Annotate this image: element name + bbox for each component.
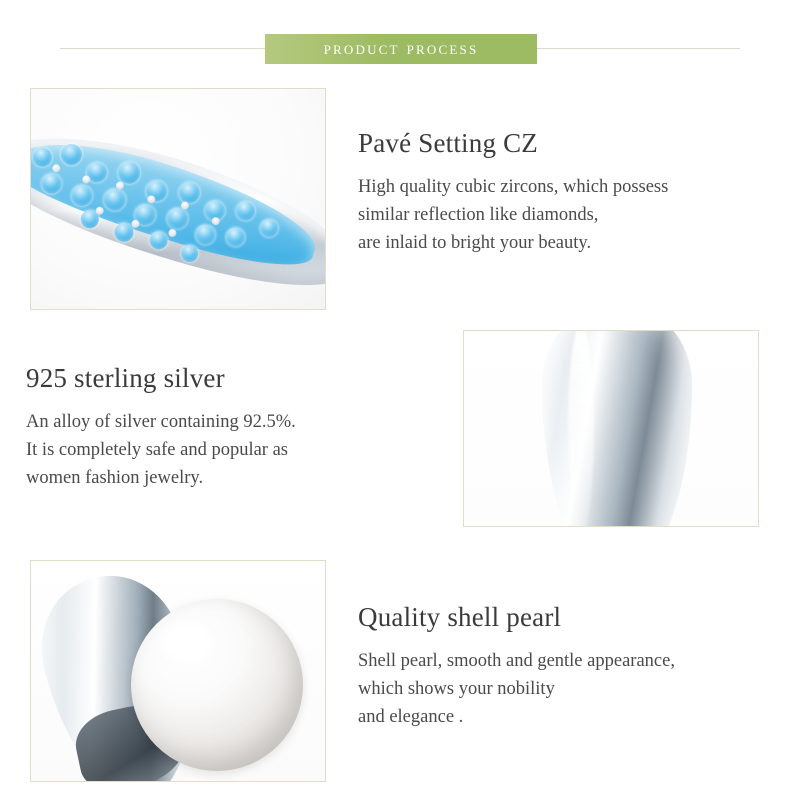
pave-cz-illustration (30, 88, 326, 310)
product-image-shell-pearl (30, 560, 326, 782)
feature-description-line: women fashion jewelry. (26, 468, 204, 488)
feature-description-line: Shell pearl, smooth and gentle appearance, (358, 651, 675, 671)
feature-title: Pavé Setting CZ (358, 128, 538, 158)
feature-description-line: are inlaid to bright your beauty. (358, 233, 592, 253)
feature-block-shell-pearl (358, 602, 778, 731)
feature-title: Quality shell pearl (358, 602, 562, 632)
product-image-pave-cz (30, 88, 326, 310)
page-header (0, 34, 800, 64)
feature-description-line: and elegance . (358, 707, 464, 727)
section-banner (265, 34, 537, 64)
feature-title: 925 sterling silver (26, 363, 225, 393)
feature-description-line: An alloy of silver containing 92.5%. (26, 412, 296, 432)
feature-description-line: similar reflection like diamonds, (358, 205, 599, 225)
feature-description-line: which shows your nobility (358, 679, 555, 699)
feature-block-sterling-silver (26, 363, 426, 492)
feature-description-line: High quality cubic zircons, which possess (358, 177, 669, 197)
feature-description-line: It is completely safe and popular as (26, 440, 288, 460)
product-image-sterling-silver (463, 330, 759, 527)
pearl-highlight (161, 623, 213, 663)
feature-block-pave-cz (358, 128, 778, 257)
section-banner-label: product process (323, 38, 479, 59)
silver-highlight (568, 330, 594, 527)
shell-pearl-illustration (131, 599, 303, 771)
silver-band-illustration (542, 330, 692, 527)
